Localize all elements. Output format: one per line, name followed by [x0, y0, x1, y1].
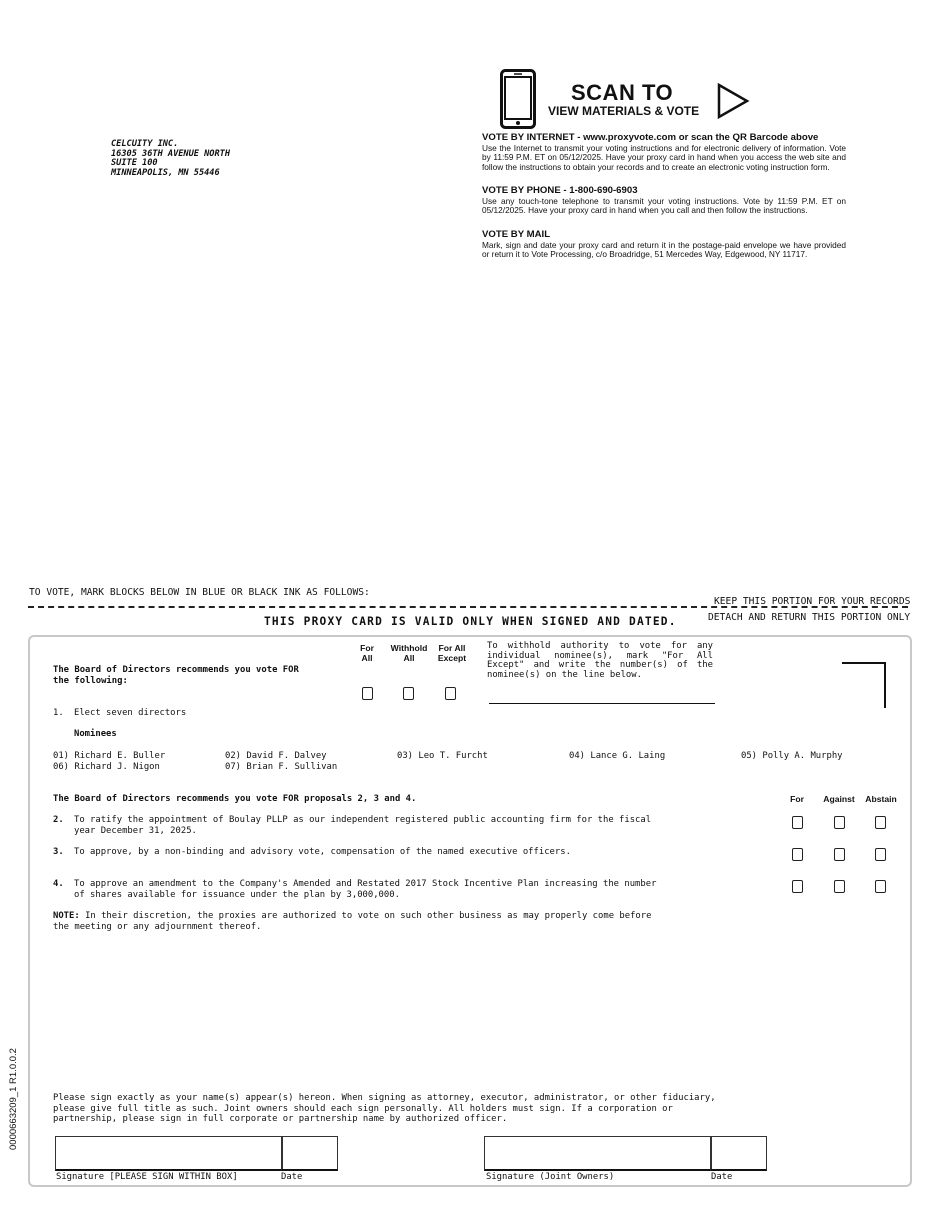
- withhold-instructions: To withhold authority to vote for any individual nominee(s), mark "For All Except" and write the number(s) of the nominee(s) on the line below.: [487, 641, 713, 680]
- vote-phone-text: Use any touch-tone telephone to transmit your voting instructions. Vote by 11:59 P.M. ET on 05/12/2025. Have your proxy card in hand when you call and then follow the instructions.: [482, 196, 846, 216]
- sign-instructions: Please sign exactly as your name(s) appear(s) hereon. When signing as attorney, executor, administrator, or other fiduciary, please give full title as such. Joint owners should each sign personally. All holders must sign. If a corporation or partnership, please sign in full corporate or partnership name by authorized officer.: [53, 1093, 716, 1124]
- signature-date-label: Date: [281, 1172, 303, 1182]
- checkbox-withhold-all[interactable]: [403, 687, 414, 700]
- checkbox-proposal-2-for[interactable]: [792, 816, 803, 829]
- company-street: 16305 36TH AVENUE NORTH: [111, 148, 230, 159]
- company-city: MINNEAPOLIS, MN 55446: [111, 167, 220, 178]
- detach-line: [28, 606, 908, 608]
- scan-title: SCAN TO: [571, 80, 674, 105]
- proposal-number: 4.: [53, 879, 64, 889]
- signature-label: Signature [PLEASE SIGN WITHIN BOX]: [56, 1172, 238, 1182]
- col-withhold-all: Withhold All: [390, 643, 428, 663]
- checkbox-proposal-3-against[interactable]: [834, 848, 845, 861]
- company-name: CELCUITY INC.: [111, 139, 179, 149]
- checkbox-proposal-4-for[interactable]: [792, 880, 803, 893]
- company-suite: SUITE 100: [111, 158, 158, 168]
- nominee: 07) Brian F. Sullivan: [225, 762, 338, 772]
- nominee: 01) Richard E. Buller: [53, 751, 166, 761]
- board-recommend-proposals: The Board of Directors recommends you vote FOR proposals 2, 3 and 4.: [53, 794, 417, 804]
- item-elect-directors: Elect seven directors: [74, 708, 187, 718]
- col-abstain: Abstain: [865, 794, 897, 804]
- smartphone-icon: [500, 69, 536, 129]
- corner-mark: [842, 662, 886, 708]
- checkbox-for-all[interactable]: [362, 687, 373, 700]
- item-number-1: 1.: [53, 708, 64, 718]
- nominee-number-input[interactable]: [489, 703, 715, 704]
- col-for-all: For All: [360, 643, 374, 663]
- vote-internet-text: Use the Internet to transmit your voting instructions and for electronic delivery of information. Vote by 11:59 P.M. ET on 05/12/2025. Have your proxy card in hand when you access the web site and follow the instructions to obtain your records and to create an electronic voting instruction form.: [482, 143, 846, 172]
- company-address: [111, 140, 230, 178]
- mark-instructions: TO VOTE, MARK BLOCKS BELOW IN BLUE OR BLACK INK AS FOLLOWS:: [29, 587, 370, 598]
- proposal-text: To approve an amendment to the Company's Amended and Restated 2017 Stock Incentive Plan increasing the number of shares available for issuance under the plan by 3,000,000.: [74, 879, 657, 900]
- joint-signature-date-label: Date: [711, 1172, 733, 1182]
- proposal-number: 2.: [53, 815, 64, 825]
- checkbox-for-all-except[interactable]: [445, 687, 456, 700]
- vote-phone-heading: VOTE BY PHONE - 1-800-690-6903: [482, 185, 638, 196]
- col-for: For: [790, 794, 804, 804]
- checkbox-proposal-2-abstain[interactable]: [875, 816, 886, 829]
- nominee: 04) Lance G. Laing: [569, 751, 666, 761]
- joint-signature-date-box[interactable]: [710, 1136, 767, 1171]
- scan-subtitle: VIEW MATERIALS & VOTE: [548, 104, 700, 118]
- nominee: 03) Leo T. Furcht: [397, 751, 488, 761]
- checkbox-proposal-3-abstain[interactable]: [875, 848, 886, 861]
- board-recommend-directors: The Board of Directors recommends you vote FOR the following:: [53, 665, 299, 686]
- signature-date-box[interactable]: [281, 1136, 338, 1171]
- note: NOTE: In their discretion, the proxies are authorized to vote on such other business as may properly come before the meeting or any adjournment thereof.: [53, 911, 652, 932]
- col-for-all-except: For All Except: [437, 643, 467, 663]
- signature-box[interactable]: [55, 1136, 283, 1171]
- nominee: 06) Richard J. Nigon: [53, 762, 160, 772]
- checkbox-proposal-3-for[interactable]: [792, 848, 803, 861]
- vote-mail-text: Mark, sign and date your proxy card and return it in the postage-paid envelope we have provided or return it to Vote Processing, c/o Broadridge, 51 Mercedes Way, Edgewood, NY 11717.: [482, 240, 846, 260]
- vote-internet-heading: VOTE BY INTERNET - www.proxyvote.com or scan the QR Barcode above: [482, 132, 819, 143]
- detach-portion-label: DETACH AND RETURN THIS PORTION ONLY: [708, 612, 911, 623]
- valid-notice: THIS PROXY CARD IS VALID ONLY WHEN SIGNED AND DATED.: [264, 615, 677, 628]
- col-against: Against: [823, 794, 855, 804]
- nominees-label: Nominees: [74, 729, 117, 739]
- form-id: 0000663209_1 R1.0.0.2: [8, 1048, 19, 1150]
- keep-portion-label: KEEP THIS PORTION FOR YOUR RECORDS: [714, 596, 911, 607]
- proposal-text: To approve, by a non-binding and advisory vote, compensation of the named executive officers.: [74, 847, 571, 857]
- nominee: 05) Polly A. Murphy: [741, 751, 843, 761]
- nominee: 02) David F. Dalvey: [225, 751, 327, 761]
- vote-mail-heading: VOTE BY MAIL: [482, 229, 551, 240]
- proposal-number: 3.: [53, 847, 64, 857]
- checkbox-proposal-4-abstain[interactable]: [875, 880, 886, 893]
- joint-signature-box[interactable]: [484, 1136, 712, 1171]
- checkbox-proposal-2-against[interactable]: [834, 816, 845, 829]
- checkbox-proposal-4-against[interactable]: [834, 880, 845, 893]
- proposal-text: To ratify the appointment of Boulay PLLP as our independent registered public accounting firm for the fiscal year December 31, 2025.: [74, 815, 652, 836]
- joint-signature-label: Signature (Joint Owners): [486, 1172, 615, 1182]
- play-arrow-icon: [716, 82, 750, 120]
